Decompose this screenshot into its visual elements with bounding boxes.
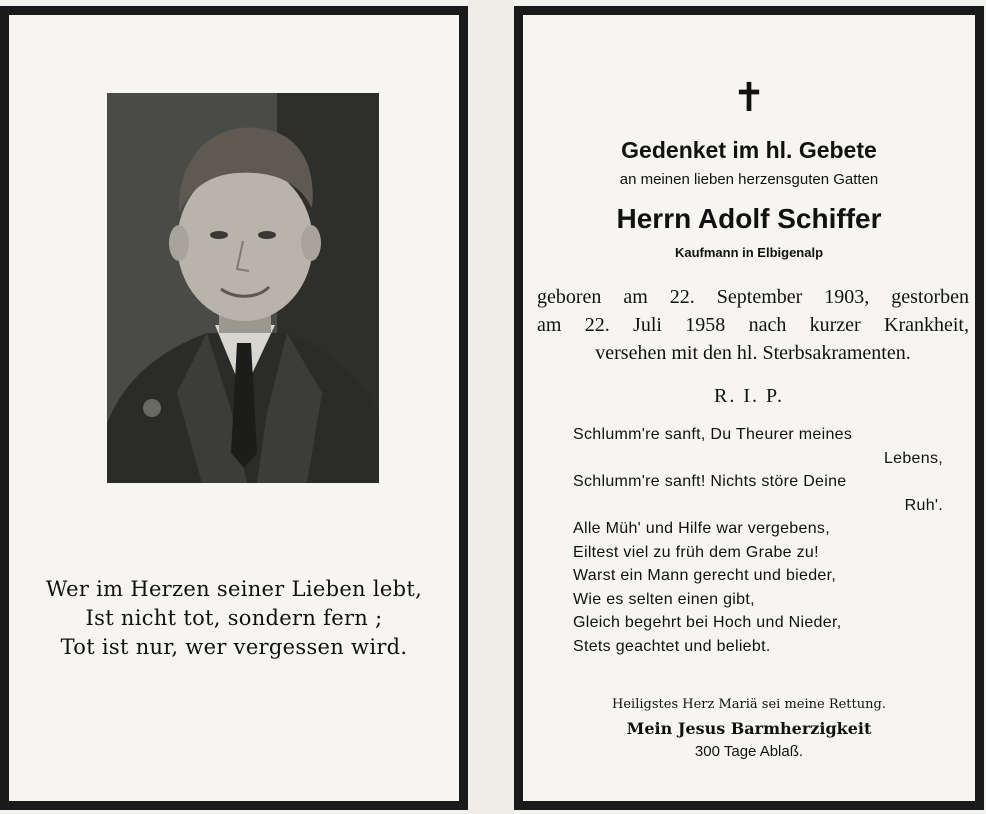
- left-card-inner: [9, 15, 459, 801]
- poem-line: Schlumm're sanft! Nichts störe Deine: [573, 473, 847, 490]
- poem-line: Ruh'.: [904, 496, 943, 514]
- verse-line: Ist nicht tot, sondern fern ;: [85, 606, 383, 630]
- portrait-figure: [107, 93, 379, 483]
- bio-line: am 22. Juli 1958 nach kurzer Krankheit,: [537, 314, 969, 336]
- memorial-verse: [9, 575, 459, 662]
- card-gap: [468, 0, 514, 814]
- poem-line: Warst ein Mann gerecht und bieder,: [573, 567, 837, 584]
- card-subheading: an meinen lieben herzensguten Gatten: [619, 171, 879, 188]
- left-card: [0, 6, 468, 810]
- biography: [537, 283, 969, 367]
- cross-icon: ✝: [732, 75, 766, 121]
- portrait-photo: [107, 93, 379, 483]
- poem-line: Stets geachtet und beliebt.: [573, 637, 771, 655]
- right-card-inner: [523, 15, 975, 801]
- rip-text: R. I. P.: [714, 385, 784, 407]
- card-heading: Gedenket im hl. Gebete: [621, 137, 877, 163]
- prayer-line: Heiligstes Herz Mariä sei meine Rettung.: [612, 697, 886, 712]
- right-card: [514, 6, 984, 810]
- occupation: Kaufmann in Elbigenalp: [674, 245, 824, 260]
- poem-line: Wie es selten einen gibt,: [573, 590, 755, 608]
- deceased-name: Herrn Adolf Schiffer: [616, 203, 882, 234]
- poem-line: Alle Müh' und Hilfe war vergebens,: [573, 520, 830, 537]
- poem-line: Lebens,: [883, 449, 943, 467]
- poem-line: Schlumm're sanft, Du Theurer meines: [573, 426, 853, 443]
- verse-line: Wer im Herzen seiner Lieben lebt,: [45, 577, 423, 601]
- indulgence-line: 300 Tage Ablaß.: [694, 743, 804, 760]
- verse-line: Tot ist nur, wer vergessen wird.: [60, 635, 408, 659]
- poem: [573, 423, 943, 658]
- bio-line: geboren am 22. September 1903, gestorben: [537, 286, 969, 308]
- poem-line: Eiltest viel zu früh dem Grabe zu!: [573, 543, 819, 561]
- mercy-line: Mein Jesus Barmherzigkeit: [626, 719, 872, 738]
- poem-line: Gleich begehrt bei Hoch und Nieder,: [573, 614, 842, 631]
- bio-line: versehen mit den hl. Sterbsakramenten.: [595, 342, 911, 364]
